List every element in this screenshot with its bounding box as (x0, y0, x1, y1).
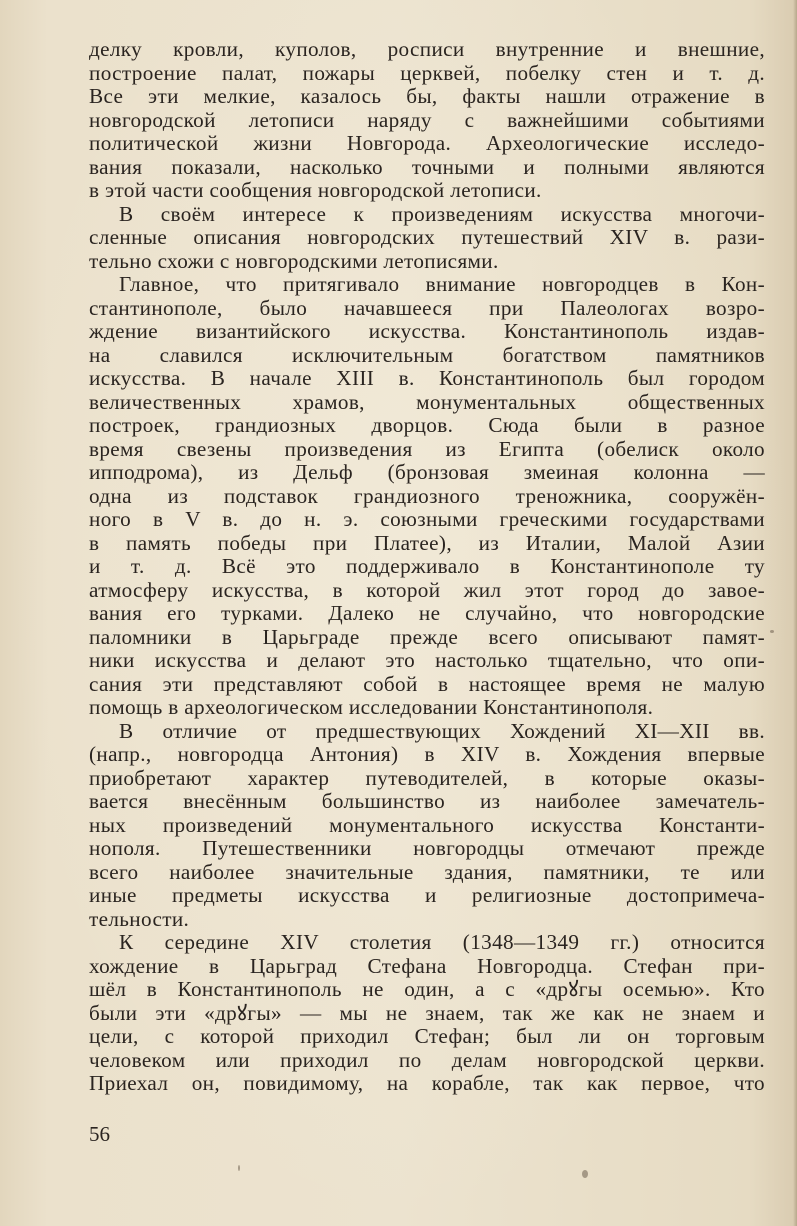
page-edge-shadow (793, 0, 797, 1226)
text-line: искусства. В начале XIII в. Константинополь был городом (89, 366, 765, 390)
text-line: построение палат, пожары церквей, побелку стен и т. д. (89, 60, 765, 85)
text-line: ники искусства и делают это настолько тщательно, что опи- (89, 648, 765, 672)
text-line: сания эти представляют собой в настоящее время не малую (89, 671, 765, 696)
text-line: вания показали, насколько точными и полными являются (89, 154, 765, 179)
paragraph (89, 273, 765, 720)
text-line: цели, с которой приходил Стефан; был ли он торговым (89, 1024, 765, 1048)
text-line: время свезены произведения из Египта (обелиск около (89, 436, 765, 461)
text-line: ипподрома), из Дельф (бронзовая змеиная колонна — (89, 460, 765, 484)
text-line: (напр., новгородца Антония) в XIV в. Хождения впервые (89, 742, 765, 766)
text-line: новгородской летописи наряду с важнейшими событиями (89, 107, 765, 132)
body-text (89, 38, 765, 1096)
text-line: В своём интересе к произведениям искусства многочи- (119, 201, 765, 226)
text-line: паломники в Царьграде прежде всего описывают памят- (89, 624, 765, 649)
text-line: хождение в Царьград Стефана Новгородца. Стефан при- (89, 953, 765, 978)
text-line: делку кровли, куполов, росписи внутренние и внешние, (89, 37, 765, 61)
text-line: шёл в Константинополь не один, а с «дрꙋгы осемью». Кто (89, 977, 765, 1001)
paragraph (89, 931, 765, 1096)
paragraph (89, 38, 765, 203)
text-line: построек, грандиозных дворцов. Сюда были в разное (89, 413, 765, 437)
text-line: тельности. (89, 906, 190, 931)
paragraph (89, 720, 765, 932)
page-number: 56 (89, 1122, 110, 1146)
text-line: вания его турками. Далеко не случайно, что новгородские (89, 601, 765, 625)
paper-speck (582, 1170, 588, 1178)
text-line: Все эти мелкие, казалось бы, факты нашли отражение в (89, 84, 765, 108)
text-line: величественных храмов, монументальных общественных (89, 389, 765, 414)
text-line: человеком или приходил по делам новгородской церкви. (89, 1047, 765, 1072)
text-line: Приехал он, повидимому, на корабле, так как первое, что (89, 1071, 765, 1095)
text-line: ного в V в. до н. э. союзными греческими государствами (89, 507, 765, 531)
text-line: всего наиболее значительные здания, памятники, те или (89, 859, 765, 884)
paragraph (89, 203, 765, 274)
paper-speck (770, 630, 774, 633)
text-line: ждение византийского искусства. Константинополь издав- (89, 319, 765, 343)
text-line: нополя. Путешественники новгородцы отмечают прежде (89, 836, 765, 860)
text-line: политической жизни Новгорода. Археологические исследо- (89, 131, 765, 155)
text-line: В отличие от предшествующих Хождений XI—XII вв. (119, 718, 765, 743)
text-line: были эти «дрꙋгы» — мы не знаем, так же как не знаем и (89, 1000, 765, 1025)
text-line: помощь в археологическом исследовании Константинополя. (89, 695, 654, 719)
text-line: на славился исключительным богатством памятников (89, 342, 765, 367)
text-line: и т. д. Всё это поддерживало в Константинополе ту (89, 554, 765, 578)
text-line: в этой части сообщения новгородской летописи. (89, 178, 542, 202)
text-line: в память победы при Платее), из Италии, Малой Азии (89, 530, 765, 555)
paper-speck (238, 1165, 240, 1171)
text-line: ных произведений монументального искусства Константи- (89, 812, 765, 837)
text-line: сленные описания новгородских путешествий XIV в. рази- (89, 225, 765, 249)
text-line: одна из подставок грандиозного треножника, сооружён- (89, 483, 765, 508)
text-line: вается внесённым большинство из наиболее замечатель- (89, 789, 765, 813)
text-line: иные предметы искусства и религиозные достопримеча- (89, 883, 765, 907)
text-line: стантинополе, было начавшееся при Палеологах возро- (89, 295, 765, 320)
text-line: атмосферу искусства, в которой жил этот город до завое- (89, 577, 765, 602)
text-line: К середине XIV столетия (1348—1349 гг.) относится (119, 930, 765, 954)
text-line: приобретают характер путеводителей, в которые оказы- (89, 765, 765, 790)
text-line: тельно схожи с новгородскими летописями. (89, 248, 499, 273)
text-line: Главное, что притягивало внимание новгородцев в Кон- (119, 272, 765, 296)
